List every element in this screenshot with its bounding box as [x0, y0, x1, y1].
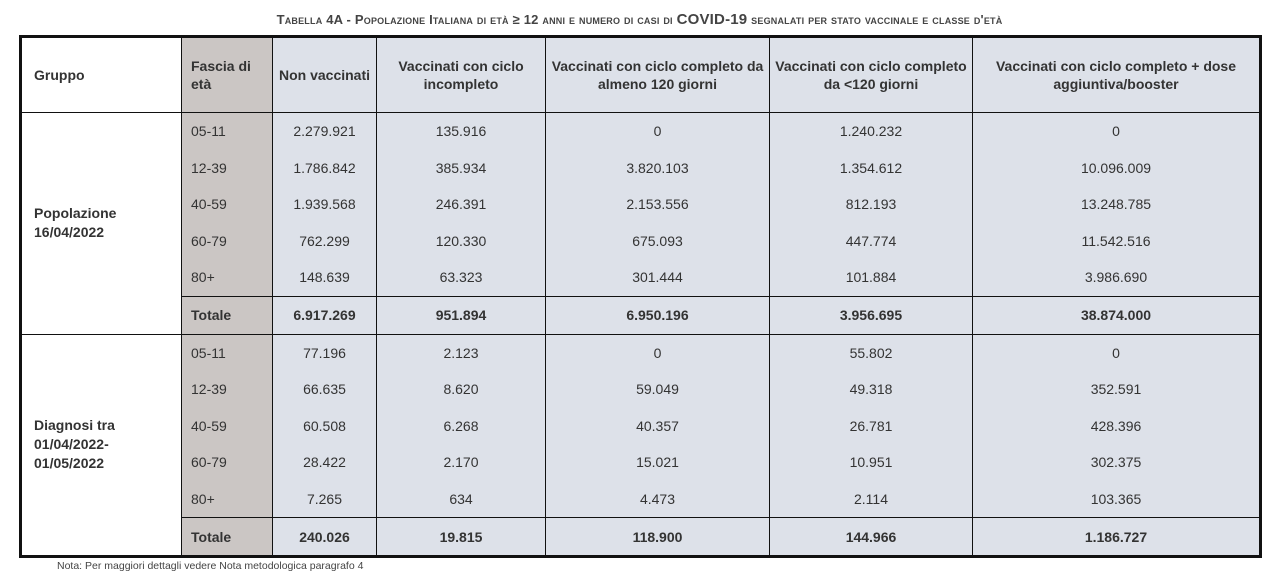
group-label-text: Popolazione 16/04/2022: [34, 205, 117, 241]
header-incompleto: Vaccinati con ciclo incompleto: [377, 37, 546, 113]
value-cell: 1.354.612: [839, 159, 903, 176]
value-cell: 2.114: [854, 490, 888, 507]
value-cell: 0: [653, 123, 662, 139]
value-cell: 101.884: [845, 269, 897, 285]
age-cell: 80+: [191, 269, 215, 285]
total-completo-120: 118.900: [546, 518, 770, 557]
value-cell: 1.939.568: [293, 196, 356, 212]
title-suffix: segnalati per stato vaccinale e classe d'età: [751, 12, 1003, 27]
value-cell: 135.916: [435, 123, 487, 139]
total-incompleto: 19.815: [377, 518, 546, 557]
incompleto-cells: [377, 113, 546, 297]
value-cell: 302.375: [1090, 454, 1142, 470]
completo-120-cells: [546, 334, 770, 518]
group-label-text: Diagnosi tra 01/04/2022- 01/05/2022: [34, 417, 115, 472]
incompleto-cells: [377, 334, 546, 518]
value-cell: 28.422: [303, 454, 346, 470]
value-cell: 1.240.232: [839, 123, 903, 139]
value-cell: 40.357: [636, 417, 679, 434]
group-label-popolazione: [21, 113, 182, 335]
value-cell: 762.299: [299, 232, 350, 249]
value-cell: 15.021: [636, 454, 679, 470]
table-title: [0, 11, 1279, 28]
value-cell: 60.508: [303, 417, 346, 434]
value-cell: 120.330: [435, 232, 487, 249]
value-cell: 59.049: [636, 381, 679, 397]
total-label: Totale: [182, 518, 273, 557]
age-cells: [182, 113, 273, 297]
data-table: [19, 35, 1262, 558]
value-cell: 2.170: [443, 454, 479, 470]
booster-cells: [973, 334, 1261, 518]
title-prefix: Tabella 4A - Popolazione Italiana di età ≥ 12 anni e numero di casi di: [276, 12, 673, 27]
block-row-popolazione: [21, 113, 1261, 297]
value-cell: 0: [1112, 344, 1120, 361]
age-cell: 40-59: [191, 417, 227, 434]
value-cell: 49.318: [849, 381, 893, 397]
value-cell: 301.444: [632, 269, 683, 285]
total-non-vaccinati: 6.917.269: [273, 296, 377, 334]
value-cell: 2.153.556: [626, 196, 689, 212]
value-cell: 7.265: [306, 490, 343, 507]
age-cell: 40-59: [191, 196, 227, 212]
age-cell: 05-11: [191, 344, 226, 361]
total-incompleto: 951.894: [377, 296, 546, 334]
value-cell: 1.786.842: [293, 159, 356, 176]
value-cell: 66.635: [303, 381, 346, 397]
value-cell: 55.802: [849, 344, 893, 361]
block-row-diagnosi: [21, 334, 1261, 518]
age-cell: 05-11: [191, 123, 226, 139]
header-non-vaccinati: Non vaccinati: [273, 37, 377, 113]
value-cell: 77.196: [303, 344, 346, 361]
header-completo-lt120: Vaccinati con ciclo completo da <120 giorni: [770, 37, 973, 113]
value-cell: 0: [653, 344, 662, 361]
booster-cells: [973, 113, 1261, 297]
value-cell: 6.268: [443, 417, 479, 434]
age-cell: 60-79: [191, 232, 227, 249]
value-cell: 428.396: [1090, 417, 1142, 434]
total-row-diagnosi: [21, 518, 1261, 557]
header-completo-120: Vaccinati con ciclo completo da almeno 120 giorni: [546, 37, 770, 113]
value-cell: 3.986.690: [1084, 269, 1148, 285]
completo-lt120-cells: [770, 334, 973, 518]
age-cell: 12-39: [191, 159, 227, 176]
value-cell: 675.093: [632, 232, 683, 249]
header-booster: Vaccinati con ciclo completo + dose aggiuntiva/booster: [973, 37, 1261, 113]
non-vaccinati-cells: [273, 334, 377, 518]
value-cell: 63.323: [439, 269, 483, 285]
total-label: Totale: [182, 296, 273, 334]
value-cell: 0: [1112, 123, 1120, 139]
total-non-vaccinati: 240.026: [273, 518, 377, 557]
value-cell: 3.820.103: [626, 159, 689, 176]
age-cells: [182, 334, 273, 518]
value-cell: 103.365: [1090, 490, 1142, 507]
group-label-diagnosi: [21, 334, 182, 557]
value-cell: 10.951: [849, 454, 893, 470]
title-covid: COVID-19: [676, 11, 748, 28]
footnote: Nota: Per maggiori dettagli vedere Nota metodologica paragrafo 4: [57, 560, 364, 572]
value-cell: 447.774: [845, 232, 897, 249]
value-cell: 385.934: [435, 159, 487, 176]
value-cell: 352.591: [1090, 381, 1142, 397]
total-booster: 38.874.000: [973, 296, 1261, 334]
value-cell: 634: [449, 490, 473, 507]
total-row-popolazione: [21, 296, 1261, 334]
value-cell: 2.279.921: [293, 123, 356, 139]
value-cell: 26.781: [849, 417, 893, 434]
value-cell: 246.391: [435, 196, 487, 212]
completo-120-cells: [546, 113, 770, 297]
header-gruppo: Gruppo: [21, 37, 182, 113]
total-completo-lt120: 144.966: [770, 518, 973, 557]
value-cell: 11.542.516: [1081, 232, 1151, 249]
total-completo-120: 6.950.196: [546, 296, 770, 334]
value-cell: 10.096.009: [1080, 159, 1152, 176]
header-row: [21, 37, 1261, 113]
total-completo-lt120: 3.956.695: [770, 296, 973, 334]
non-vaccinati-cells: [273, 113, 377, 297]
age-cell: 12-39: [191, 381, 227, 397]
value-cell: 4.473: [639, 490, 676, 507]
age-cell: 60-79: [191, 454, 227, 470]
value-cell: 812.193: [845, 196, 897, 212]
age-cell: 80+: [191, 490, 215, 507]
value-cell: 13.248.785: [1080, 196, 1152, 212]
value-cell: 148.639: [299, 269, 350, 285]
header-fascia: Fascia di età: [182, 37, 273, 113]
value-cell: 2.123: [443, 344, 479, 361]
value-cell: 8.620: [443, 381, 479, 397]
completo-lt120-cells: [770, 113, 973, 297]
total-booster: 1.186.727: [973, 518, 1261, 557]
